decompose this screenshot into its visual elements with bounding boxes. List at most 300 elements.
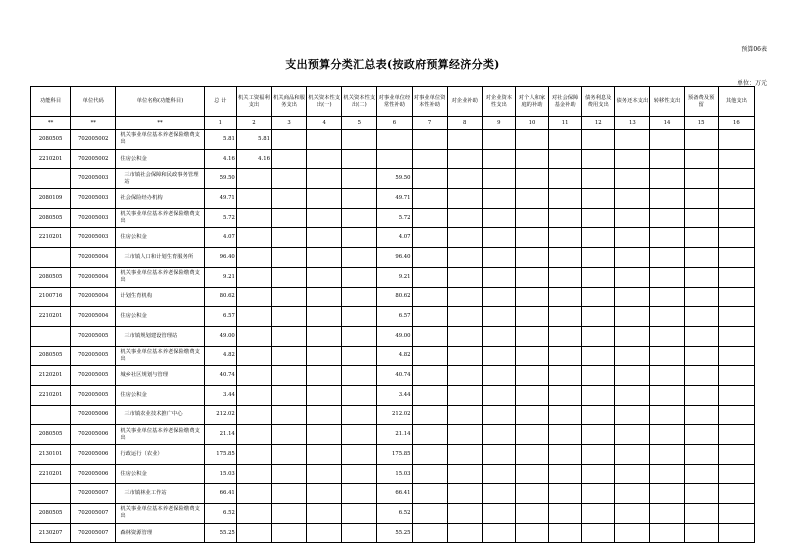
empty-cell	[515, 169, 548, 189]
empty-cell	[684, 130, 718, 150]
empty-cell	[615, 445, 650, 465]
empty-cell	[412, 267, 447, 287]
empty-cell	[482, 189, 515, 209]
unit-row	[31, 248, 755, 268]
index-row	[31, 117, 755, 130]
subsidy-cell: 40.74	[377, 366, 412, 386]
subsidy-cell: 21.14	[377, 425, 412, 445]
empty-cell	[582, 267, 615, 287]
index-cell: 5	[342, 117, 377, 130]
table-row	[31, 464, 755, 484]
table-row	[31, 504, 755, 524]
empty-cell	[447, 326, 482, 346]
func-code-cell: 2210201	[31, 464, 71, 484]
salary-cell	[236, 425, 271, 445]
subsidy-cell: 6.52	[377, 504, 412, 524]
empty-cell	[307, 385, 342, 405]
empty-cell	[515, 267, 548, 287]
unit-name-cell: 机关事业单位基本养老保险缴费支出	[116, 130, 204, 150]
empty-cell	[650, 484, 684, 504]
empty-cell	[615, 425, 650, 445]
salary-cell	[236, 504, 271, 524]
func-code-cell	[31, 248, 71, 268]
col-header: 对企业补助	[447, 87, 482, 117]
empty-cell	[271, 248, 306, 268]
table-row	[31, 287, 755, 307]
empty-cell	[718, 366, 754, 386]
salary-cell	[236, 405, 271, 425]
unit-name-cell: 三市镇社会保障和民政事务管理站	[116, 169, 204, 189]
empty-cell	[615, 385, 650, 405]
empty-cell	[271, 464, 306, 484]
empty-cell	[515, 326, 548, 346]
empty-cell	[615, 228, 650, 248]
empty-cell	[549, 346, 582, 366]
salary-cell	[236, 228, 271, 248]
unit-name-cell: 机关事业单位基本养老保险缴费支出	[116, 504, 204, 524]
empty-cell	[482, 366, 515, 386]
empty-cell	[582, 287, 615, 307]
empty-cell	[549, 228, 582, 248]
func-code-cell: 2080505	[31, 425, 71, 445]
col-header: 机关工资福利支出	[236, 87, 271, 117]
total-cell: 5.81	[204, 130, 236, 150]
empty-cell	[307, 504, 342, 524]
empty-cell	[271, 425, 306, 445]
empty-cell	[718, 464, 754, 484]
empty-cell	[342, 169, 377, 189]
col-header: 其他支出	[718, 87, 754, 117]
col-header: 对事业单位经常性补助	[377, 87, 412, 117]
col-header: 单位代码	[71, 87, 116, 117]
salary-cell	[236, 267, 271, 287]
empty-cell	[271, 130, 306, 150]
unit-code-cell: 702005002	[71, 149, 116, 169]
func-code-cell: 2210201	[31, 307, 71, 327]
empty-cell	[482, 248, 515, 268]
empty-cell	[650, 445, 684, 465]
empty-cell	[582, 228, 615, 248]
empty-cell	[342, 208, 377, 228]
subsidy-cell: 80.62	[377, 287, 412, 307]
unit-code-cell: 702005003	[71, 228, 116, 248]
empty-cell	[615, 346, 650, 366]
empty-cell	[515, 484, 548, 504]
empty-cell	[650, 189, 684, 209]
col-header: 对事业单位资本性补助	[412, 87, 447, 117]
empty-cell	[307, 248, 342, 268]
empty-cell	[307, 287, 342, 307]
empty-cell	[342, 445, 377, 465]
empty-cell	[582, 346, 615, 366]
col-header: 单位名称(功能科目)	[116, 87, 204, 117]
empty-cell	[549, 464, 582, 484]
empty-cell	[447, 267, 482, 287]
col-header: 转移性支出	[650, 87, 684, 117]
empty-cell	[342, 425, 377, 445]
empty-cell	[307, 484, 342, 504]
empty-cell	[412, 504, 447, 524]
empty-cell	[615, 484, 650, 504]
empty-cell	[515, 248, 548, 268]
table-row	[31, 267, 755, 287]
empty-cell	[582, 504, 615, 524]
empty-cell	[515, 130, 548, 150]
empty-cell	[582, 385, 615, 405]
empty-cell	[515, 523, 548, 543]
empty-cell	[307, 346, 342, 366]
empty-cell	[650, 248, 684, 268]
empty-cell	[684, 326, 718, 346]
empty-cell	[271, 169, 306, 189]
empty-cell	[718, 504, 754, 524]
empty-cell	[412, 523, 447, 543]
table-row	[31, 366, 755, 386]
empty-cell	[271, 208, 306, 228]
empty-cell	[482, 208, 515, 228]
empty-cell	[412, 366, 447, 386]
empty-cell	[307, 326, 342, 346]
col-header: 对社会保障基金补助	[549, 87, 582, 117]
salary-cell	[236, 464, 271, 484]
func-code-cell	[31, 405, 71, 425]
empty-cell	[482, 504, 515, 524]
empty-cell	[718, 248, 754, 268]
empty-cell	[307, 307, 342, 327]
empty-cell	[549, 307, 582, 327]
empty-cell	[582, 405, 615, 425]
empty-cell	[615, 464, 650, 484]
empty-cell	[615, 130, 650, 150]
empty-cell	[412, 425, 447, 445]
empty-cell	[582, 326, 615, 346]
func-code-cell: 2130101	[31, 445, 71, 465]
empty-cell	[271, 445, 306, 465]
empty-cell	[307, 445, 342, 465]
empty-cell	[482, 267, 515, 287]
empty-cell	[549, 130, 582, 150]
empty-cell	[447, 425, 482, 445]
empty-cell	[615, 504, 650, 524]
empty-cell	[718, 189, 754, 209]
empty-cell	[271, 307, 306, 327]
empty-cell	[684, 267, 718, 287]
empty-cell	[271, 189, 306, 209]
empty-cell	[582, 189, 615, 209]
empty-cell	[718, 287, 754, 307]
unit-name-cell: 森林资源管理	[116, 523, 204, 543]
empty-cell	[271, 484, 306, 504]
empty-cell	[582, 425, 615, 445]
empty-cell	[549, 208, 582, 228]
empty-cell	[684, 208, 718, 228]
func-code-cell: 2080505	[31, 267, 71, 287]
empty-cell	[482, 169, 515, 189]
empty-cell	[412, 287, 447, 307]
table-row	[31, 346, 755, 366]
subsidy-cell: 15.03	[377, 464, 412, 484]
index-cell: 15	[684, 117, 718, 130]
empty-cell	[342, 287, 377, 307]
unit-row	[31, 484, 755, 504]
salary-cell	[236, 484, 271, 504]
salary-cell	[236, 346, 271, 366]
empty-cell	[549, 445, 582, 465]
empty-cell	[412, 169, 447, 189]
func-code-cell: 2210201	[31, 149, 71, 169]
unit-name-cell: 住房公积金	[116, 385, 204, 405]
empty-cell	[718, 445, 754, 465]
empty-cell	[482, 523, 515, 543]
subsidy-cell: 175.85	[377, 445, 412, 465]
unit-name-cell: 机关事业单位基本养老保险缴费支出	[116, 208, 204, 228]
empty-cell	[718, 405, 754, 425]
empty-cell	[412, 464, 447, 484]
index-cell: 16	[718, 117, 754, 130]
unit-code-cell: 702005004	[71, 267, 116, 287]
empty-cell	[684, 504, 718, 524]
empty-cell	[342, 523, 377, 543]
empty-cell	[549, 504, 582, 524]
unit-code-cell: 702005007	[71, 523, 116, 543]
empty-cell	[684, 464, 718, 484]
empty-cell	[684, 366, 718, 386]
unit-code-cell: 702005007	[71, 504, 116, 524]
empty-cell	[342, 228, 377, 248]
empty-cell	[271, 346, 306, 366]
empty-cell	[615, 366, 650, 386]
empty-cell	[515, 287, 548, 307]
subsidy-cell: 49.71	[377, 189, 412, 209]
total-cell: 4.16	[204, 149, 236, 169]
empty-cell	[482, 228, 515, 248]
unit-row	[31, 405, 755, 425]
empty-cell	[684, 228, 718, 248]
salary-cell	[236, 385, 271, 405]
unit-name-cell: 机关事业单位基本养老保险缴费支出	[116, 346, 204, 366]
empty-cell	[582, 130, 615, 150]
empty-cell	[718, 385, 754, 405]
empty-cell	[307, 366, 342, 386]
empty-cell	[271, 149, 306, 169]
index-cell: 1	[204, 117, 236, 130]
empty-cell	[307, 189, 342, 209]
empty-cell	[650, 385, 684, 405]
empty-cell	[342, 366, 377, 386]
func-code-cell: 2080109	[31, 189, 71, 209]
empty-cell	[582, 149, 615, 169]
empty-cell	[718, 307, 754, 327]
empty-cell	[582, 464, 615, 484]
empty-cell	[615, 326, 650, 346]
col-header: 总 计	[204, 87, 236, 117]
empty-cell	[684, 149, 718, 169]
col-header: 债务利息及费用支出	[582, 87, 615, 117]
empty-cell	[615, 307, 650, 327]
empty-cell	[615, 405, 650, 425]
empty-cell	[615, 248, 650, 268]
empty-cell	[684, 385, 718, 405]
subsidy-cell: 49.00	[377, 326, 412, 346]
empty-cell	[342, 464, 377, 484]
unit-code-cell: 702005004	[71, 307, 116, 327]
total-cell: 66.41	[204, 484, 236, 504]
empty-cell	[342, 149, 377, 169]
empty-cell	[650, 149, 684, 169]
empty-cell	[684, 307, 718, 327]
subsidy-cell	[377, 149, 412, 169]
table-row	[31, 385, 755, 405]
empty-cell	[549, 425, 582, 445]
empty-cell	[684, 346, 718, 366]
empty-cell	[412, 405, 447, 425]
index-cell: 8	[447, 117, 482, 130]
func-code-cell: 2080505	[31, 504, 71, 524]
index-cell: 13	[615, 117, 650, 130]
empty-cell	[482, 464, 515, 484]
table-row	[31, 189, 755, 209]
func-code-cell	[31, 326, 71, 346]
empty-cell	[271, 366, 306, 386]
unit-code-cell: 702005006	[71, 445, 116, 465]
empty-cell	[718, 169, 754, 189]
empty-cell	[650, 405, 684, 425]
empty-cell	[412, 484, 447, 504]
index-cell: **	[116, 117, 204, 130]
index-cell: 11	[549, 117, 582, 130]
table-row	[31, 149, 755, 169]
total-cell: 175.85	[204, 445, 236, 465]
unit-name-cell: 机关事业单位基本养老保险缴费支出	[116, 267, 204, 287]
empty-cell	[447, 366, 482, 386]
empty-cell	[447, 169, 482, 189]
subsidy-cell: 59.50	[377, 169, 412, 189]
empty-cell	[650, 326, 684, 346]
subsidy-cell: 212.02	[377, 405, 412, 425]
func-code-cell: 2210201	[31, 228, 71, 248]
func-code-cell: 2120201	[31, 366, 71, 386]
empty-cell	[515, 445, 548, 465]
subsidy-cell: 6.57	[377, 307, 412, 327]
empty-cell	[271, 385, 306, 405]
empty-cell	[412, 346, 447, 366]
empty-cell	[342, 346, 377, 366]
empty-cell	[342, 267, 377, 287]
empty-cell	[482, 130, 515, 150]
unit-name-cell: 机关事业单位基本养老保险缴费支出	[116, 425, 204, 445]
table-row	[31, 130, 755, 150]
index-cell: 6	[377, 117, 412, 130]
unit-code-cell: 702005003	[71, 208, 116, 228]
subsidy-cell: 3.44	[377, 385, 412, 405]
empty-cell	[412, 208, 447, 228]
index-cell: 4	[307, 117, 342, 130]
empty-cell	[549, 169, 582, 189]
empty-cell	[447, 287, 482, 307]
total-cell: 96.40	[204, 248, 236, 268]
unit-label: 单位：万元	[736, 80, 767, 87]
salary-cell: 4.16	[236, 149, 271, 169]
empty-cell	[650, 228, 684, 248]
unit-name-cell: 行政运行（农业）	[116, 445, 204, 465]
empty-cell	[650, 307, 684, 327]
total-cell: 4.07	[204, 228, 236, 248]
unit-code-cell: 702005005	[71, 346, 116, 366]
empty-cell	[582, 366, 615, 386]
unit-code-cell: 702005007	[71, 484, 116, 504]
empty-cell	[684, 484, 718, 504]
empty-cell	[582, 523, 615, 543]
budget-table	[30, 86, 755, 543]
func-code-cell: 2130207	[31, 523, 71, 543]
empty-cell	[684, 248, 718, 268]
empty-cell	[342, 130, 377, 150]
empty-cell	[650, 130, 684, 150]
table-row	[31, 228, 755, 248]
total-cell: 55.25	[204, 523, 236, 543]
empty-cell	[447, 307, 482, 327]
index-cell: 3	[271, 117, 306, 130]
empty-cell	[412, 228, 447, 248]
empty-cell	[412, 149, 447, 169]
total-cell: 5.72	[204, 208, 236, 228]
empty-cell	[615, 287, 650, 307]
empty-cell	[342, 385, 377, 405]
salary-cell	[236, 248, 271, 268]
empty-cell	[412, 189, 447, 209]
empty-cell	[447, 228, 482, 248]
empty-cell	[650, 425, 684, 445]
unit-name-cell: 三市镇人口和计划生育服务所	[116, 248, 204, 268]
empty-cell	[650, 267, 684, 287]
empty-cell	[271, 504, 306, 524]
empty-cell	[482, 326, 515, 346]
total-cell: 59.50	[204, 169, 236, 189]
empty-cell	[718, 267, 754, 287]
col-header: 功能科目	[31, 87, 71, 117]
col-header: 对企业资本性支出	[482, 87, 515, 117]
unit-name-cell: 三市镇农业技术推广中心	[116, 405, 204, 425]
empty-cell	[549, 366, 582, 386]
empty-cell	[684, 169, 718, 189]
empty-cell	[271, 228, 306, 248]
salary-cell	[236, 307, 271, 327]
total-cell: 80.62	[204, 287, 236, 307]
empty-cell	[718, 346, 754, 366]
empty-cell	[482, 445, 515, 465]
empty-cell	[684, 287, 718, 307]
empty-cell	[650, 366, 684, 386]
empty-cell	[307, 405, 342, 425]
empty-cell	[515, 504, 548, 524]
total-cell: 212.02	[204, 405, 236, 425]
empty-cell	[515, 228, 548, 248]
empty-cell	[650, 208, 684, 228]
empty-cell	[482, 287, 515, 307]
empty-cell	[447, 248, 482, 268]
empty-cell	[412, 248, 447, 268]
col-header: 对个人和家庭的补助	[515, 87, 548, 117]
salary-cell	[236, 445, 271, 465]
empty-cell	[650, 169, 684, 189]
unit-code-cell: 702005005	[71, 385, 116, 405]
subsidy-cell: 4.82	[377, 346, 412, 366]
unit-code-cell: 702005004	[71, 248, 116, 268]
unit-name-cell: 住房公积金	[116, 228, 204, 248]
empty-cell	[582, 307, 615, 327]
empty-cell	[515, 366, 548, 386]
empty-cell	[515, 307, 548, 327]
